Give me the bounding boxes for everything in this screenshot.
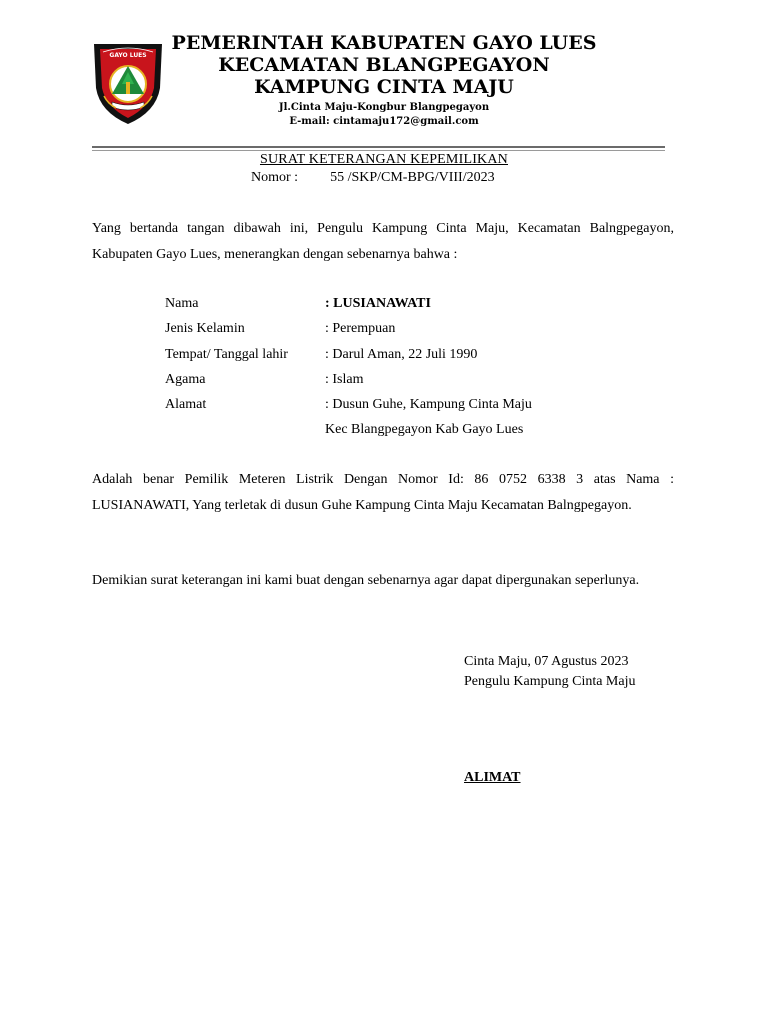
detail-value: : Dusun Guhe, Kampung Cinta Maju: [325, 397, 532, 413]
document-title: SURAT KETERANGAN KEPEMILIKAN: [259, 152, 508, 167]
closing-paragraph: Demikian surat keterangan ini kami buat dengan sebenarnya agar dapat dipergunakan seperlunya.: [92, 573, 640, 588]
detail-row-address: [165, 392, 685, 417]
detail-row-religion: [165, 367, 685, 392]
letterhead: [160, 33, 608, 128]
gayo-lues-emblem-icon: [90, 38, 166, 126]
detail-label: Alamat: [165, 397, 207, 413]
detail-value: : LUSIANAWATI: [325, 296, 431, 311]
detail-value: Kec Blangpegayon Kab Gayo Lues: [325, 422, 524, 438]
letterhead-address: Jl.Cinta Maju-Kongbur Blangpegayon: [278, 102, 490, 113]
detail-row-birth: [165, 342, 685, 367]
document-number: [251, 170, 495, 186]
detail-label: Jenis Kelamin: [165, 321, 245, 337]
letterhead-village: KAMPUNG CINTA MAJU: [254, 76, 514, 98]
letterhead-district: KECAMATAN BLANGPEGAYON: [218, 54, 550, 76]
detail-label: Agama: [165, 371, 206, 387]
detail-row-name: [165, 291, 685, 316]
detail-value: : Perempuan: [325, 321, 396, 337]
signature-name: ALIMAT: [464, 770, 521, 785]
letterhead-government: PEMERINTAH KABUPATEN GAYO LUES: [171, 32, 597, 54]
detail-value: : Islam: [325, 371, 364, 387]
detail-value: : Darul Aman, 22 Juli 1990: [325, 346, 478, 362]
letterhead-divider-thin: [92, 150, 665, 151]
letterhead-email: E-mail: cintamaju172@gmail.com: [289, 116, 479, 127]
emblem-top-text: GAYO LUES: [109, 52, 147, 59]
intro-paragraph: Yang bertanda tangan dibawah ini, Pengulu Kampung Cinta Maju, Kecamatan Balngpegayon, Kabupaten Gayo Lues, menerangkan dengan sebenarnya bahwa :: [92, 221, 674, 262]
signature-role: Pengulu Kampung Cinta Maju: [464, 674, 636, 689]
detail-row-gender: [165, 316, 685, 341]
detail-label: Tempat/ Tanggal lahir: [165, 346, 288, 362]
statement-paragraph: Adalah benar Pemilik Meteren Listrik Dengan Nomor Id: 86 0752 6338 3 atas Nama : LUSIANAWATI, Yang terletak di dusun Guhe Kampung Cinta Maju Kecamatan Balngpegayon.: [92, 472, 674, 513]
identity-details: [165, 291, 685, 443]
document-number-label: Nomor :: [251, 170, 299, 185]
signature-place-date: Cinta Maju, 07 Agustus 2023: [464, 654, 629, 669]
detail-row-address-continued: [165, 417, 685, 442]
letterhead-divider-thick: [92, 146, 665, 148]
detail-label: Nama: [165, 296, 199, 311]
document-number-value: 55 /SKP/CM-BPG/VIII/2023: [330, 170, 495, 185]
